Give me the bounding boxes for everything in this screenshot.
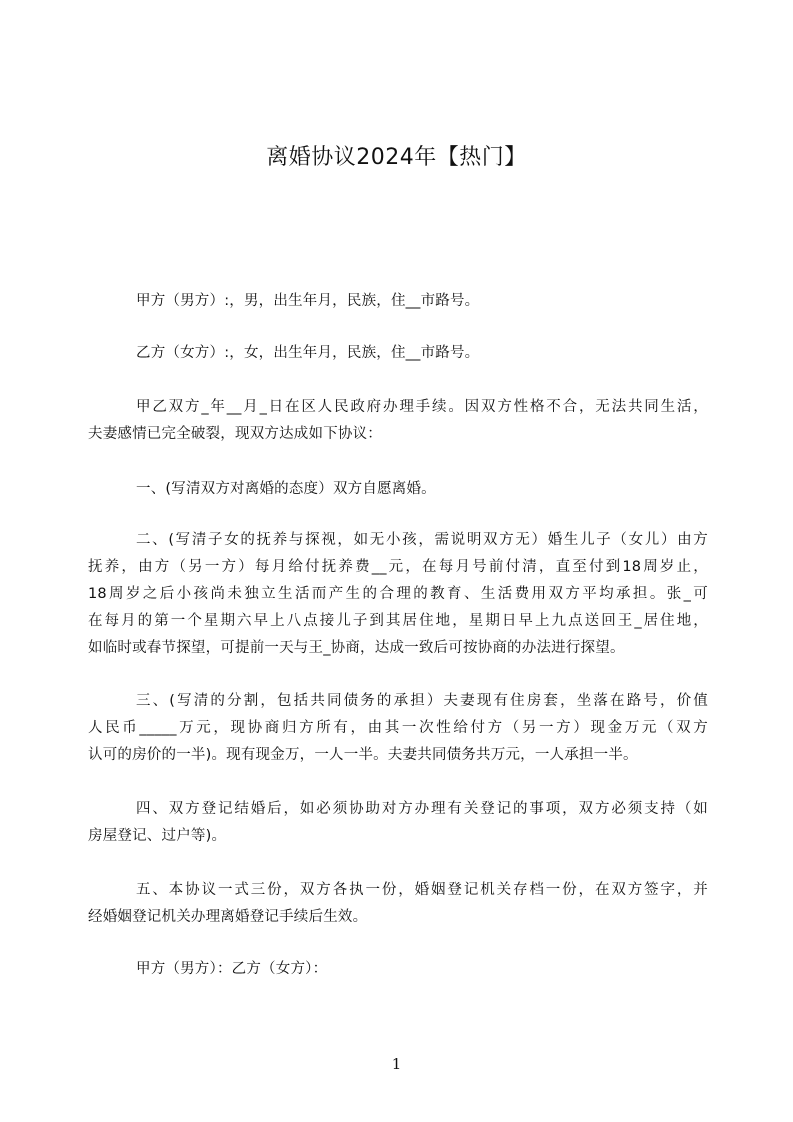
party-a-paragraph: [88, 288, 708, 315]
intro-paragraph: [88, 394, 708, 448]
clause-2-paragraph: [88, 527, 708, 662]
paragraph-line: 人民币_____万元，现协商归方所有，由其一次性给付方（另一方）现金万元（双方: [88, 720, 708, 736]
clause-4-paragraph: [88, 796, 708, 850]
paragraph-line: 甲方（男方）：乙方（女方）：: [136, 961, 328, 977]
paragraph-line: 乙方（女方）:，女，出生年月，民族，住__市路号。: [136, 345, 480, 361]
document-title: 离婚协议2024年【热门】: [266, 145, 527, 170]
clause-3-paragraph: [88, 688, 708, 769]
paragraph-line: 18周岁之后小孩尚未独立生活而产生的合理的教育、生活费用双方平均承担。张_可: [88, 586, 708, 602]
paragraph-line: 二、(写清子女的抚养与探视，如无小孩，需说明双方无）婚生儿子（女儿）由方: [136, 532, 708, 548]
party-b-paragraph: [88, 340, 708, 367]
paragraph-line: 经婚姻登记机关办理离婚登记手续后生效。: [88, 909, 368, 925]
paragraph-line: 房屋登记、过户等)。: [88, 828, 227, 844]
clause-5-paragraph: [88, 877, 708, 931]
page-number: 1: [391, 1055, 402, 1073]
paragraph-line: 四、双方登记结婚后，如必须协助对方办理有关登记的事项，双方必须支持（如: [136, 801, 708, 817]
paragraph-line: 甲方（男方）:，男，出生年月，民族，住__市路号。: [136, 293, 480, 309]
paragraph-line: 夫妻感情已完全破裂，现双方达成如下协议：: [88, 426, 382, 442]
paragraph-line: 在每月的第一个星期六早上八点接儿子到其居住地，星期日早上九点送回王_居住地，: [88, 613, 708, 629]
paragraph-line: 五、本协议一式三份，双方各执一份，婚姻登记机关存档一份，在双方签字，并: [136, 882, 708, 898]
paragraph-line: 一、(写清双方对离婚的态度）双方自愿离婚。: [136, 481, 436, 497]
clause-1-paragraph: [88, 476, 708, 503]
signature-paragraph: [88, 956, 708, 983]
paragraph-line: 认可的房价的一半)。现有现金万，一人一半。夫妻共同债务共万元，一人承担一半。: [88, 747, 638, 763]
paragraph-line: 抚养，由方（另一方）每月给付抚养费__元，在每月号前付清，直至付到18周岁止，: [88, 559, 708, 575]
paragraph-line: 三、(写清的分割，包括共同债务的承担）夫妻现有住房套，坐落在路号，价值: [136, 693, 708, 709]
paragraph-line: 如临时或春节探望，可提前一天与王_协商，达成一致后可按协商的办法进行探望。: [88, 640, 625, 656]
paragraph-line: 甲乙双方_年__月_日在区人民政府办理手续。因双方性格不合，无法共同生活，: [136, 399, 708, 415]
